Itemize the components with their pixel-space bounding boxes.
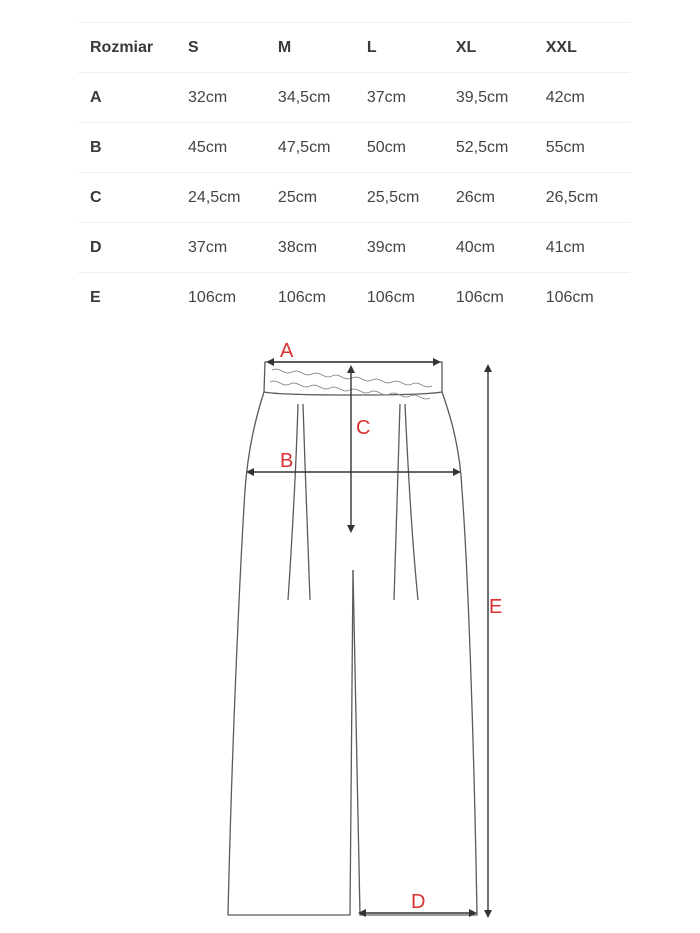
table-cell: 39cm (367, 223, 456, 273)
table-cell: 52,5cm (456, 123, 546, 173)
header-l: L (367, 23, 456, 73)
left-pleat (303, 404, 310, 600)
header-size: Rozmiar (78, 23, 188, 73)
table-cell: 38cm (278, 223, 367, 273)
table-cell: 42cm (546, 73, 630, 123)
table-cell: 41cm (546, 223, 630, 273)
table-row (78, 123, 630, 173)
table-cell: 50cm (367, 123, 456, 173)
table-cell: 26,5cm (546, 173, 630, 223)
table-cell: 26cm (456, 173, 546, 223)
left-pleat (288, 404, 298, 600)
pants-outline (228, 362, 477, 915)
table-cell: 106cm (278, 273, 367, 323)
table-cell: 39,5cm (456, 73, 546, 123)
dimension-label-d: D (411, 891, 426, 913)
table-cell: 37cm (367, 73, 456, 123)
dimension-label-e: E (489, 596, 503, 618)
waistband-texture (270, 381, 430, 399)
table-cell: 34,5cm (278, 73, 367, 123)
right-pleat (394, 404, 400, 600)
table-cell: 106cm (367, 273, 456, 323)
dimension-label-b: B (280, 450, 294, 472)
table-cell: 45cm (188, 123, 278, 173)
size-chart-table (78, 22, 630, 322)
table-header-row (78, 23, 630, 73)
table-row (78, 73, 630, 123)
right-pleat (405, 404, 418, 600)
table-row (78, 273, 630, 323)
row-label: D (78, 223, 188, 273)
header-m: M (278, 23, 367, 73)
table-cell: 106cm (456, 273, 546, 323)
table-cell: 55cm (546, 123, 630, 173)
measurement-lines (248, 362, 488, 916)
row-label: C (78, 173, 188, 223)
waistband-texture (272, 369, 432, 387)
header-xxl: XXL (546, 23, 630, 73)
row-label: B (78, 123, 188, 173)
table-cell: 37cm (188, 223, 278, 273)
pants-right-leg-outline (353, 392, 477, 915)
table-cell: 25,5cm (367, 173, 456, 223)
table-cell: 32cm (188, 73, 278, 123)
table-cell: 106cm (546, 273, 630, 323)
table-cell: 40cm (456, 223, 546, 273)
table-cell: 106cm (188, 273, 278, 323)
header-xl: XL (456, 23, 546, 73)
table-row (78, 173, 630, 223)
table-cell: 25cm (278, 173, 367, 223)
pants-measurement-diagram (0, 320, 700, 933)
waistband (264, 362, 442, 395)
table-row (78, 223, 630, 273)
row-label: E (78, 273, 188, 323)
dimension-label-a: A (280, 340, 294, 362)
row-label: A (78, 73, 188, 123)
dimension-label-c: C (356, 417, 371, 439)
table-cell: 47,5cm (278, 123, 367, 173)
header-s: S (188, 23, 278, 73)
pants-diagram-svg (0, 320, 700, 933)
table-cell: 24,5cm (188, 173, 278, 223)
